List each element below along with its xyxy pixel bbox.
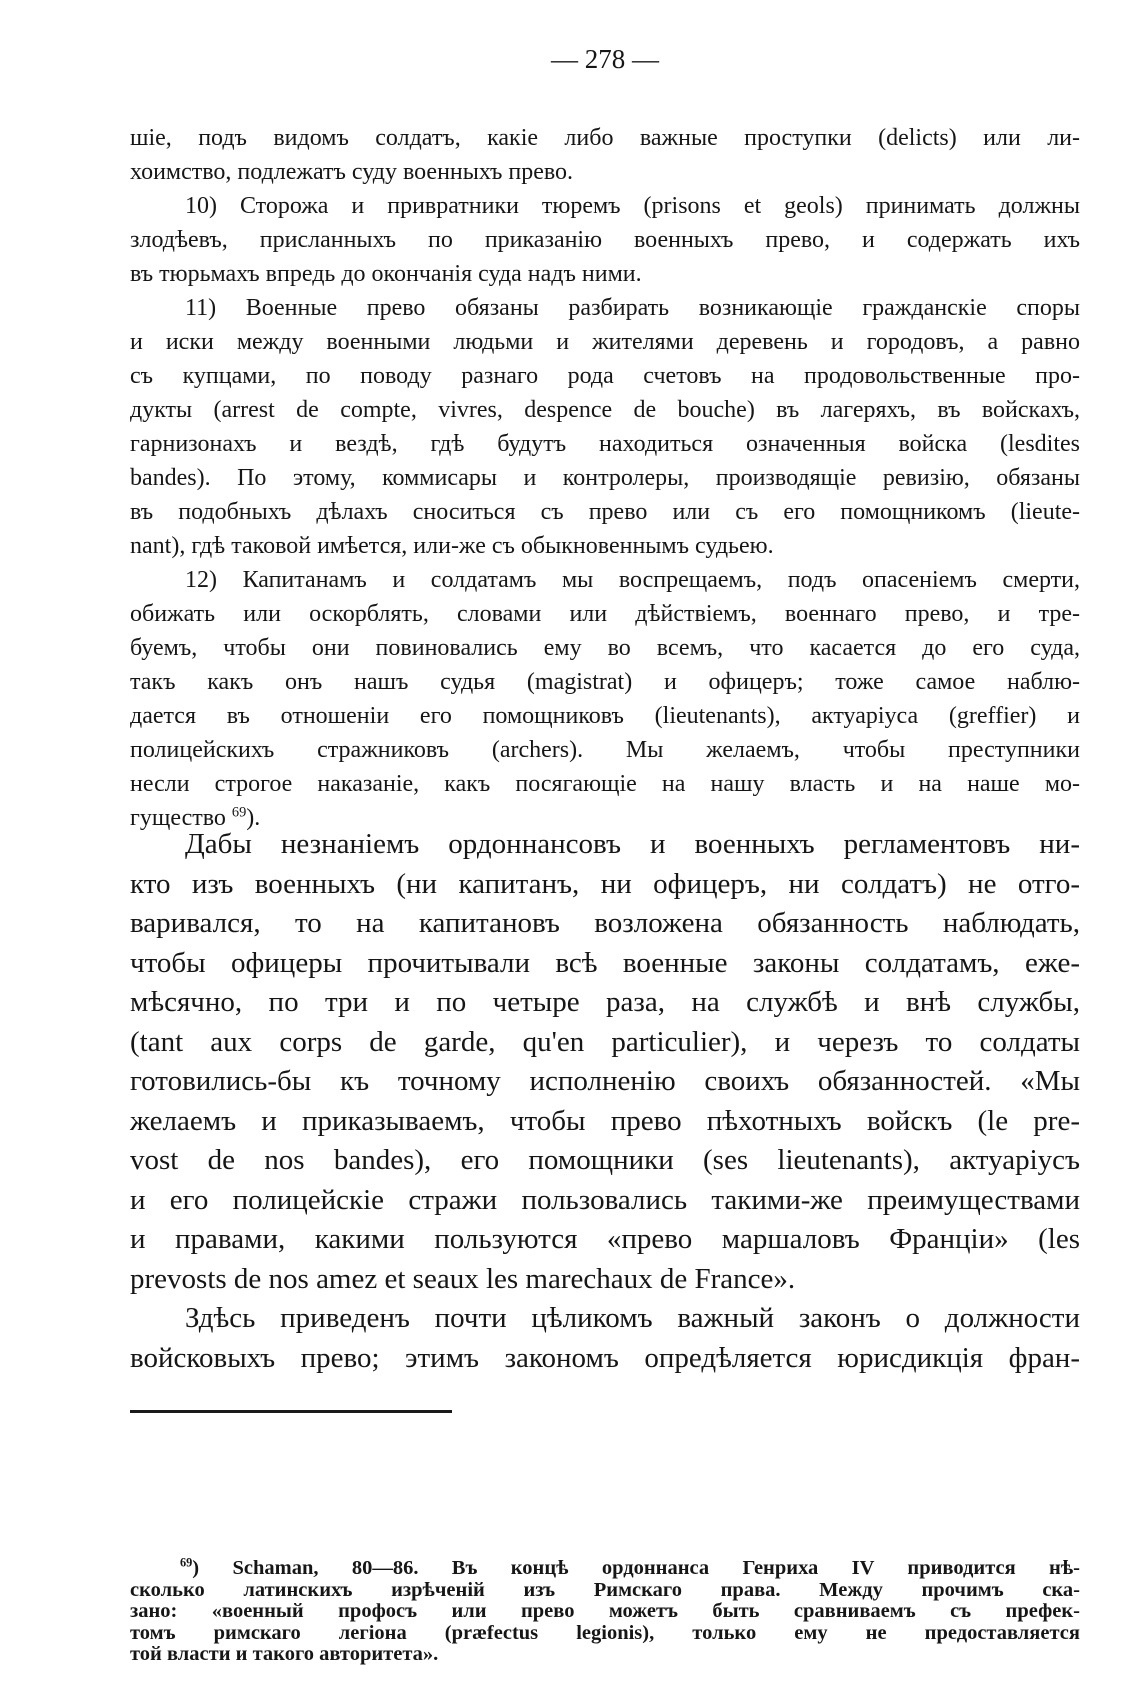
- text-line: [130, 257, 1080, 291]
- line-tail: ).: [246, 805, 261, 831]
- text-line: [130, 121, 1080, 155]
- text-line: [130, 359, 1080, 393]
- text-line: [130, 325, 1080, 359]
- line-text: дается въ отношеніи его помощниковъ (lieutenants), актуаріуса (greffier) и: [130, 703, 1080, 729]
- line-text: мѣсячно, по три и по четыре раза, на службѣ и внѣ службы,: [130, 986, 1080, 1018]
- paragraph: [130, 291, 1080, 563]
- text-line: [130, 1260, 1080, 1300]
- text-line: [130, 733, 1080, 767]
- line-text: варивался, то на капитановъ возложена обязанность наблюдать,: [130, 907, 1080, 939]
- text-line: [130, 1339, 1080, 1379]
- text-line: [130, 1555, 1080, 1580]
- text-line: [130, 699, 1080, 733]
- text-line: [130, 665, 1080, 699]
- line-text: 11) Военные прево обязаны разбирать возникающіе гражданскіе споры: [185, 295, 1080, 321]
- footnote-ref: 69: [231, 804, 247, 821]
- footnote-marker: 69: [180, 1555, 193, 1570]
- line-text: шіе, подъ видомъ солдатъ, какіе либо важные проступки (delicts) или ли-: [130, 125, 1080, 151]
- text-line: [130, 904, 1080, 944]
- paragraph: [130, 189, 1080, 291]
- paragraph: [130, 825, 1080, 1299]
- paragraph: [130, 1555, 1080, 1666]
- text-line: [130, 563, 1080, 597]
- line-text: nant), гдѣ таковой имѣется, или-же съ обыкновеннымъ судьею.: [130, 533, 774, 559]
- text-line: [130, 1601, 1080, 1623]
- line-text: злодѣевъ, присланныхъ по приказанію военныхъ прево, и содержать ихъ: [130, 227, 1080, 253]
- line-text: буемъ, чтобы они повиновались ему во всемъ, что касается до его суда,: [130, 635, 1080, 661]
- line-text: такъ какъ онъ нашъ судья (magistrat) и офицеръ; тоже самое наблю-: [130, 669, 1080, 695]
- text-line: [130, 631, 1080, 665]
- text-line: [130, 427, 1080, 461]
- text-line: [130, 1644, 1080, 1666]
- text-line: [130, 767, 1080, 801]
- text-line: [130, 865, 1080, 905]
- line-text: чтобы офицеры прочитывали всѣ военные законы солдатамъ, еже-: [130, 946, 1080, 979]
- text-line: [130, 495, 1080, 529]
- line-text: и правами, какими пользуются «прево маршаловъ Франціи» (les: [130, 1223, 1080, 1255]
- line-text: томъ римскаго легіона (præfectus legionis), только ему не предоставляется: [130, 1621, 1080, 1644]
- paragraph: [130, 1299, 1080, 1378]
- line-text: войсковыхъ прево; этимъ закономъ опредѣляется юрисдикція фран-: [130, 1341, 1080, 1374]
- line-text: той власти и такого авторитета».: [130, 1643, 439, 1665]
- text-line: [130, 597, 1080, 631]
- paragraph: [130, 121, 1080, 189]
- text-line: [130, 983, 1080, 1023]
- text-line: [130, 189, 1080, 223]
- line-text: гарнизонахъ и вездѣ, гдѣ будутъ находиться означенныя войска (lesdites: [130, 431, 1080, 457]
- page-number: — 278 —: [551, 44, 659, 74]
- line-text: и его полицейскіе стражи пользовались такими-же преимуществами: [130, 1183, 1080, 1216]
- line-text: bandes). По этому, коммисары и контролеры, производящіе ревизію, обязаны: [130, 465, 1080, 491]
- line-text: полицейскихъ стражниковъ (archers). Мы желаемъ, чтобы преступники: [130, 737, 1080, 763]
- text-line: [130, 825, 1080, 865]
- text-line: [130, 1141, 1080, 1181]
- line-text: сколько латинскихъ изрѣченій изъ Римскаго права. Между прочимъ ска-: [130, 1578, 1080, 1601]
- text-line: [130, 529, 1080, 563]
- text-line: [130, 1023, 1080, 1063]
- text-line: [130, 1299, 1080, 1339]
- line-text: хоимство, подлежатъ суду военныхъ прево.: [130, 159, 574, 185]
- line-text: 10) Сторожа и привратники тюремъ (prisons et geols) принимать должны: [185, 193, 1080, 219]
- text-line: [130, 1220, 1080, 1260]
- line-text: обижать или оскорблять, словами или дѣйствіемъ, военнаго прево, и тре-: [130, 601, 1080, 627]
- text-line: [130, 1181, 1080, 1221]
- text-line: [130, 155, 1080, 189]
- text-line: [130, 1102, 1080, 1142]
- line-text: 12) Капитанамъ и солдатамъ мы воспрещаемъ, подъ опасеніемъ смерти,: [185, 567, 1080, 593]
- line-text: Дабы незнаніемъ ордоннансовъ и военныхъ регламентовъ ни-: [185, 828, 1080, 860]
- text-line: [130, 944, 1080, 984]
- line-text: зано: «военный профосъ или прево можетъ быть сравниваемъ съ префек-: [130, 1600, 1080, 1622]
- paragraph: [130, 563, 1080, 835]
- line-text: несли строгое наказаніе, какъ посягающіе на нашу власть и на наше мо-: [130, 771, 1080, 797]
- line-text: готовились-бы къ точному исполненію своихъ обязанностей. «Мы: [130, 1065, 1080, 1097]
- text-line: [130, 1580, 1080, 1602]
- line-text: Здѣсь приведенъ почти цѣликомъ важный законъ о должности: [185, 1302, 1080, 1334]
- line-text: vost de nos bandes), его помощники (ses lieutenants), актуаріусъ: [130, 1144, 1080, 1176]
- text-line: [130, 1623, 1080, 1645]
- body-text-small: [130, 121, 1080, 835]
- text-line: [130, 223, 1080, 257]
- line-text: гущество: [130, 805, 226, 831]
- footnotes: [130, 1555, 1080, 1666]
- line-text: съ купцами, по поводу разнаго рода счетовъ на продовольственные про-: [130, 363, 1080, 389]
- text-line: [130, 393, 1080, 427]
- line-text: prevosts de nos amez et seaux les marechaux de France».: [130, 1262, 796, 1295]
- line-text: кто изъ военныхъ (ни капитанъ, ни офицеръ, ни солдатъ) не отго-: [130, 867, 1080, 900]
- text-line: [130, 461, 1080, 495]
- line-text: и иски между военными людьми и жителями деревень и городовъ, а равно: [130, 329, 1080, 355]
- text-line: [130, 291, 1080, 325]
- footnote-separator: [130, 1410, 452, 1413]
- body-text-large: [130, 825, 1080, 1378]
- line-text: ) Schaman, 80—86. Въ концѣ ордоннанса Генриха IV приводится нѣ-: [192, 1557, 1080, 1579]
- line-text: желаемъ и приказываемъ, чтобы прево пѣхотныхъ войскъ (le pre-: [130, 1104, 1080, 1137]
- line-text: въ тюрьмахъ впредь до окончанія суда надъ ними.: [130, 261, 642, 287]
- line-text: дукты (arrest de compte, vivres, despence de bouche) въ лагеряхъ, въ войскахъ,: [130, 397, 1080, 423]
- line-text: въ подобныхъ дѣлахъ сноситься съ прево или съ его помощникомъ (lieute-: [130, 499, 1080, 525]
- line-text: (tant aux corps de garde, qu'en particulier), и черезъ то солдаты: [130, 1025, 1080, 1058]
- text-line: [130, 1062, 1080, 1102]
